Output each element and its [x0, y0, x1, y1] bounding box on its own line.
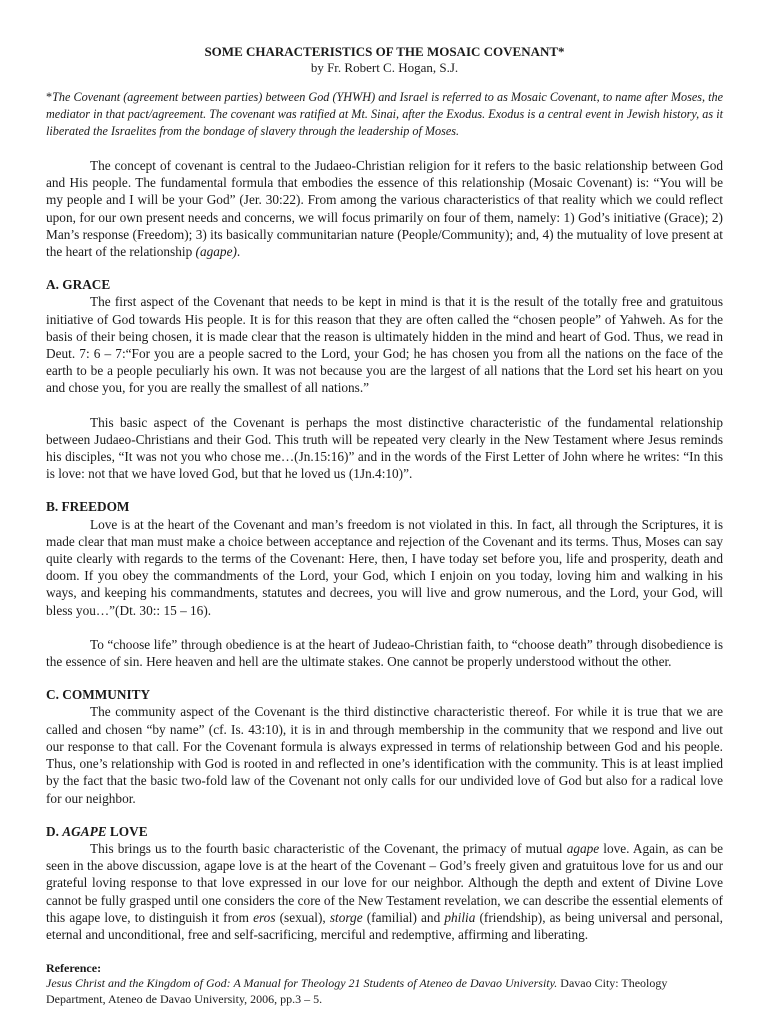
- freedom-paragraph-1: Love is at the heart of the Covenant and man’s freedom is not violated in this. In fact, all through the Scriptures, it is made clear that man must make a choice between acceptance and rejection of the Covenant and its terms. Thus, Moses can say quite clearly with regards to the terms of the Covenant: Here, then, I have today set before you, life and prosperity, death and doom. If you obey the commandments of the Lord, your God, which I enjoin on you today, loving him and walking in his ways, and keeping his commandments, statutes and decrees, you will live and grow numerous, and the Lord, your God, will bless you…”(Dt. 30:: 15 – 16).: [46, 516, 723, 618]
- reference-heading: Reference:: [46, 961, 102, 976]
- reference-entry: [46, 976, 723, 1007]
- grace-paragraph-1: The first aspect of the Covenant that needs to be kept in mind is that it is the result of the totally free and gratuitous initiative of God towards His people. It is for this reason that they are often called the “chosen people” of Yahweh. As for the basis of their being chosen, it is made clear that the reason is ultimately hidden in the mind and heart of God. Thus, we read in Deut. 7: 6 – 7:“For you are a people sacred to the Lord, your God; he has chosen you from all the nations on the face of the earth to be a people peculiarly his own. It was not because you are the largest of all nations that the Lord set his heart on you and chose you, for you are really the smallest of all nations.”: [46, 294, 723, 396]
- agape-heading-prefix: D.: [46, 823, 63, 839]
- document-page: [46, 44, 723, 1007]
- footnote-text: The Covenant (agreement between parties) between God (YHWH) and Israel is referred to as Mosaic Covenant, to name after Moses, the mediator in that pact/agreement. The covenant was ratified at Mt. Sinai, after the Exodus. Exodus is a central event in Jewish history, as it liberated the Israelites from the bondage of slavery through the leadership of Moses.: [46, 90, 723, 138]
- freedom-paragraph-2: To “choose life” through obedience is at the heart of Judeao-Christian faith, to “choose death” through disobedience is the essence of sin. Here heaven and hell are the ultimate stakes. One cannot be properly understood without the other.: [46, 636, 723, 670]
- intro-end: .: [236, 244, 241, 260]
- intro-text: The concept of covenant is central to the Judaeo-Christian religion for it refers to the basic relationship between God and His people. The fundamental formula that embodies the essence of this relationship (Mosaic Covenant) is: “You will be my people and I will be your God” (Jer. 30:22). From among the various characteristics of that reality which we could reflect upon, for our own present needs and concerns, we will focus primarily on four of them, namely: 1) God’s initiative (Grace); 2) Man’s response (Freedom); 3) its basically communitarian nature (People/Community); and, 4) the mutuality of love present at the heart of the relationship: [46, 158, 723, 260]
- philia-term: philia: [444, 909, 476, 925]
- agape-paragraph-1: [46, 840, 723, 943]
- agape-text-b: love. Again, as can be seen in the above discussion, agape love is at the heart of the Covenant – God’s freely given and gratuitous love for us and our grateful loving response to that love expressed in our love for our neighbor. Although the depth and extent of Divine Love cannot be fully grasped until one considers the core of the New Testament revelation, we can describe the essential elements of this agape love, to distinguish it from: [46, 840, 723, 925]
- intro-paragraph: [46, 157, 723, 260]
- agape-text-d: (familial) and: [362, 909, 445, 925]
- section-heading-freedom: B. FREEDOM: [46, 499, 130, 515]
- storge-term: storge: [329, 909, 363, 925]
- section-heading-community: C. COMMUNITY: [46, 687, 151, 703]
- agape-text-a: This brings us to the fourth basic characteristic of the Covenant, the primacy of mutual: [90, 840, 567, 856]
- document-title: SOME CHARACTERISTICS OF THE MOSAIC COVENANT*: [204, 44, 565, 59]
- grace-paragraph-2: This basic aspect of the Covenant is perhaps the most distinctive characteristic of the fundamental relationship between Judaeo-Christians and their God. This truth will be repeated very clearly in the New Testament where Jesus reminds his disciples, “It was not you who chose me…(Jn.15:16)” and in the words of the First Letter of John where he writes: “In this is love: not that we have loved God, but that he loved us (1Jn.4:10)”.: [46, 414, 723, 482]
- agape-text-e: (friendship), as being universal and personal, eternal and unconditional, free and self-sacrificing, merciful and redemptive, affirming and liberating.: [46, 909, 723, 942]
- agape-term: agape: [566, 840, 600, 856]
- agape-heading-suffix: LOVE: [106, 823, 148, 839]
- community-paragraph-1: The community aspect of the Covenant is the third distinctive characteristic thereof. For while it is true that we are called and chosen “by name” (cf. Is. 43:10), it is in and through membership in the community that we respond and live out our response to that call. For the Covenant formula is always expressed in terms of relationship between God and his people. Thus, one’s relationship with God is rooted in and reflected in one’s identification with the community. This is at least implied by the fact that the basic two-fold law of the Covenant not only calls for our undivided love of God but also for a radical love for our neighbor.: [46, 704, 723, 806]
- author-byline: by Fr. Robert C. Hogan, S.J.: [310, 60, 459, 75]
- covenant-footnote: [46, 89, 723, 140]
- section-heading-agape-love: [46, 823, 723, 840]
- section-heading-grace: A. GRACE: [46, 277, 111, 293]
- intro-agape-term: (agape): [195, 244, 237, 260]
- reference-details: Davao City: Theology Department, Ateneo de Davao University, 2006, pp.3 – 5.: [46, 976, 668, 1006]
- reference-book-title: Jesus Christ and the Kingdom of God: A Manual for Theology 21 Students of Ateneo de Davao University.: [46, 976, 558, 991]
- agape-heading-italic: AGAPE: [62, 823, 107, 839]
- eros-term: eros: [253, 909, 276, 925]
- agape-text-c: (sexual),: [275, 909, 330, 925]
- footnote-marker: *: [46, 90, 53, 104]
